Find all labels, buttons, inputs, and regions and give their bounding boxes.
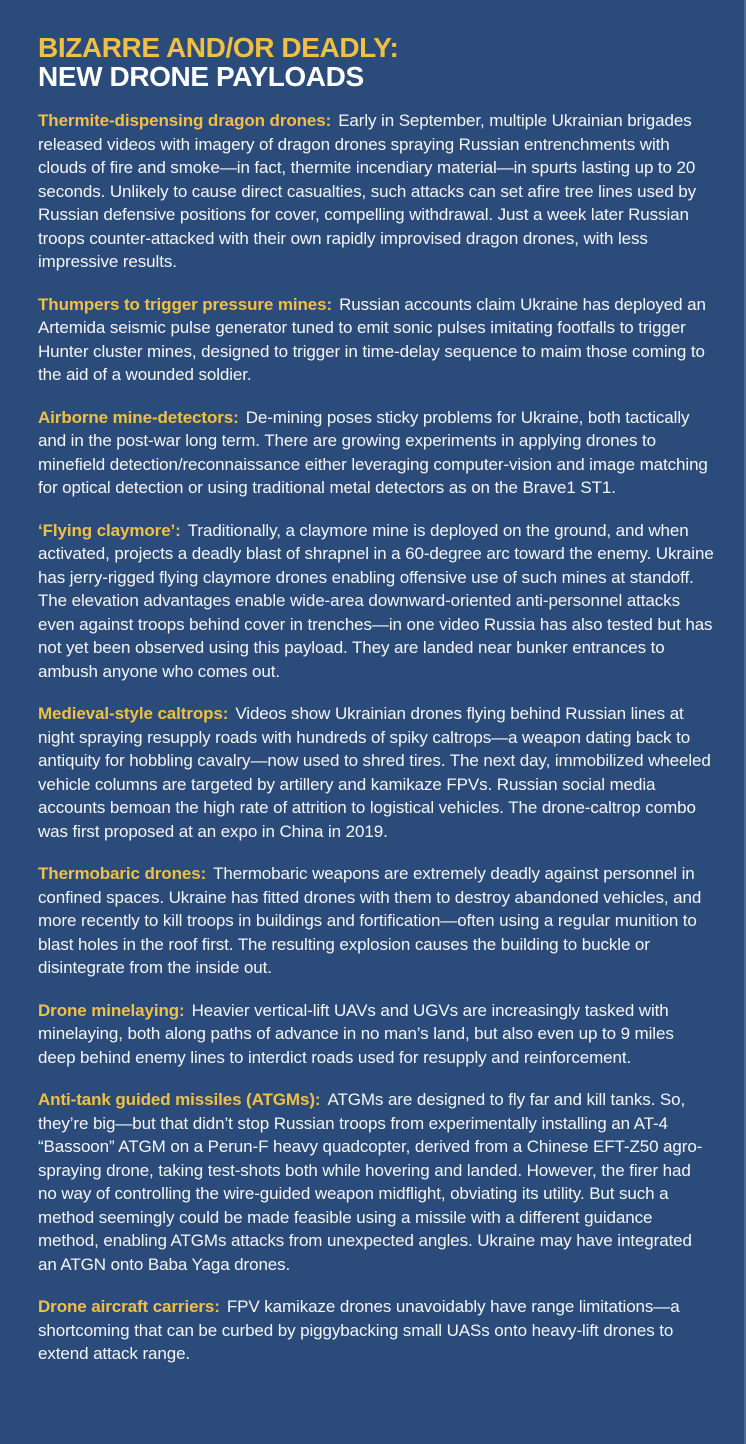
section-lead-label: Drone minelaying: [38,1000,185,1020]
section-body-text: Traditionally, a claymore mine is deployed on the ground, and when activated, projects a deadly blast of shrapnel in a 60-degree arc toward the enemy. Ukraine has jerry-rigged flying claymore drones enabling offensive use of such mines at standoff. The elevation advantages enable wide-area downward-oriented anti-personnel attacks even against troops behind cover in trenches—in one video Russia has also tested but has not yet been observed using this payload. They are landed near bunker entrances to ambush anyone who comes out. [38,520,714,681]
payload-section [38,862,714,980]
panel-title [38,33,714,91]
section-body-text: ATGMs are designed to fly far and kill tanks. So, they’re big—but that didn’t stop Russian troops from experimentally installing an AT-4 “Bassoon” ATGM on a Perun-F heavy quadcopter, derived from a Chinese EFT-Z50 agro-spraying drone, taking test-shots both while hovering and landed. However, the firer had no way of controlling the wire-guided weapon midflight, obviating its utility. But such a method seemingly could be made feasible using a missile with a different guidance method, enabling ATGMs attacks from unexpected angles. Ukraine may have integrated an ATGN onto Baba Yaga drones. [38,1090,703,1274]
section-body-text: Heavier vertical-lift UAVs and UGVs are increasingly tasked with minelaying, both along paths of advance in no man’s land, but also even up to 9 miles deep behind enemy lines to interdict roads used for resupply and reinforcement. [38,1000,674,1067]
payload-section [38,406,714,500]
section-lead-label: Thermobaric drones: [38,864,207,883]
section-lead-label: Thermite-dispensing dragon drones: [38,111,332,130]
section-body-text: Videos show Ukrainian drones flying behind Russian lines at night spraying resupply roads with hundreds of spiky caltrops—a weapon dating back to antiquity for hobbling cavalry—now used to shred tires. The next day, immobilized wheeled vehicle columns are targeted by artillery and kamikaze FPVs. Russian social media accounts bemoan the high rate of attrition to logistical vehicles. The drone-caltrop combo was first proposed at an expo in China in 2019. [38,704,711,841]
payload-section [38,702,714,843]
section-lead-label: Airborne mine-detectors: [38,407,239,427]
section-lead-label: Thumpers to trigger pressure mines: [38,294,333,314]
payload-section [38,1295,714,1366]
section-body-text: Russian accounts claim Ukraine has deployed an Artemida seismic pulse generator tuned to emit sonic pulses imitating footfalls to trigger Hunter cluster mines, designed to trigger in time-delay sequence to maim those coming to the aid of a wounded soldier. [38,294,706,384]
payload-section [38,519,714,684]
section-body-text: Thermobaric weapons are extremely deadly against personnel in confined spaces. Ukraine has fitted drones with them to destroy abandoned vehicles, and more recently to kill troops in buildings and fortification—often using a regular munition to blast holes in the roof first. The resulting explosion causes the building to buckle or disintegrate from the inside out. [38,864,702,977]
payload-section [38,293,714,387]
payload-section [38,109,714,274]
payload-section [38,1088,714,1276]
section-lead-label: Drone aircraft carriers: [38,1297,220,1316]
section-lead-label: ‘Flying claymore’: [38,520,181,540]
payload-sections-list [38,109,714,1366]
section-body-text: FPV kamikaze drones unavoidably have range limitations—a shortcoming that can be curbed by piggybacking small UASs onto heavy-lift drones to extend attack range. [38,1297,680,1363]
section-body-text: Early in September, multiple Ukrainian brigades released videos with imagery of dragon drones spraying Russian entrenchments with clouds of fire and smoke—in fact, thermite incendiary material—in spurts lasting up to 20 seconds. Unlikely to cause direct casualties, such attacks can set afire tree lines used by Russian defensive positions for cover, compelling withdrawal. Just a week later Russian troops counter-attacked with their own rapidly improvised dragon drones, with less impressive results. [38,111,697,271]
section-body-text: De-mining poses sticky problems for Ukraine, both tactically and in the post-war long term. There are growing experiments in applying drones to minefield detection/reconnaissance either leveraging computer-vision and image matching for optical detection or using traditional metal detectors as on the Brave1 ST1. [38,407,708,497]
panel-title-line2: NEW DRONE PAYLOADS [38,61,364,92]
section-lead-label: Anti-tank guided missiles (ATGMs): [38,1090,321,1109]
section-lead-label: Medieval-style caltrops: [38,704,229,723]
payload-section [38,999,714,1070]
panel-title-line1: BIZARRE AND/OR DEADLY: [38,32,399,63]
